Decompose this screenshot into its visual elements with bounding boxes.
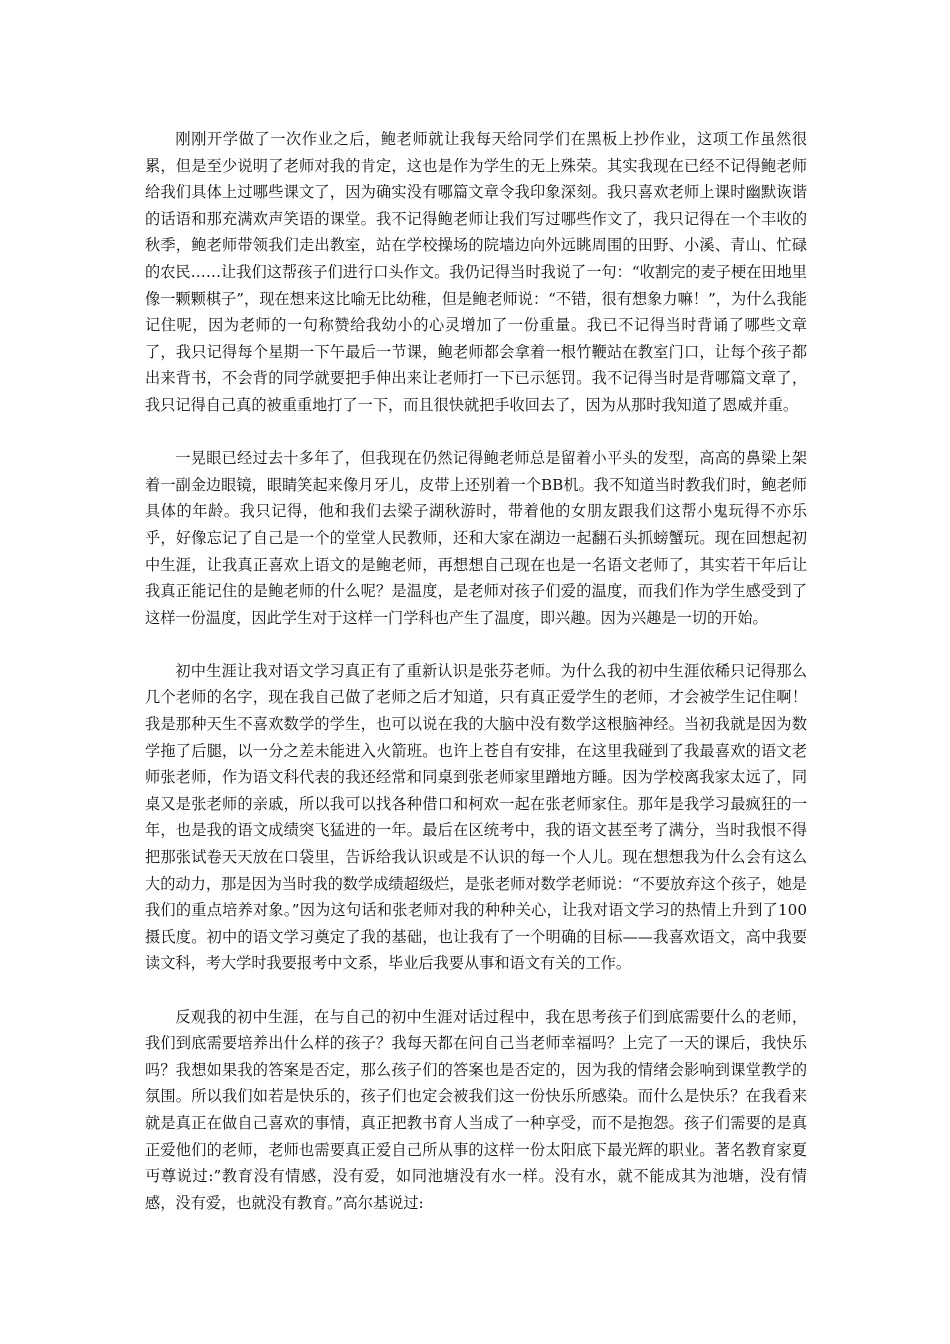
paragraph-teacher-bao-memories: 一晃眼已经过去十多年了，但我现在仍然记得鲍老师总是留着小平头的发型，高高的鼻梁上架着一副金边眼镜，眼睛笑起来像月牙儿，皮带上还别着一个BB机。我不知道当时教我们时，鲍老师具体的年龄。我只记得，他和我们去梁子湖秋游时，带着他的女朋友跟我们这帮小鬼玩得不亦乐乎，好像忘记了自己是一个的堂堂人民教师，还和大家在湖边一起翻石头抓螃蟹玩。现在回想起初中生涯，让我真正喜欢上语文的是鲍老师，再想想自己现在也是一名语文老师了，其实若干年后让我真正能记住的是鲍老师的什么呢？是温度，是老师对孩子们爱的温度，而我们作为学生感受到了这样一份温度，因此学生对于这样一门学科也产生了温度，即兴趣。因为兴趣是一切的开始。 — [145, 449, 807, 627]
paragraph-teacher-zhang: 初中生涯让我对语文学习真正有了重新认识是张芬老师。为什么我的初中生涯依稀只记得那么几个老师的名字，现在我自己做了老师之后才知道，只有真正爱学生的老师，才会被学生记住啊！我是那种天生不喜欢数学的学生，也可以说在我的大脑中没有数学这根脑神经。当初我就是因为数学拖了后腿，以一分之差未能进入火箭班。也许上苍自有安排，在这里我碰到了我最喜欢的语文老师张老师，作为语文科代表的我还经常和同桌到张老师家里蹭地方睡。因为学校离我家太远了，同桌又是张老师的亲戚，所以我可以找各种借口和柯欢一起在张老师家住。那年是我学习最疯狂的一年，也是我的语文成绩突飞猛进的一年。最后在区统考中，我的语文甚至考了满分，当时我恨不得把那张试卷天天放在口袋里，告诉给我认识或是不认识的每一个人儿。现在想想我为什么会有这么大的动力，那是因为当时我的数学成绩超级烂，是张老师对数学老师说：“不要放弃这个孩子，她是我们的重点培养对象。”因为这句话和张老师对我的种种关心，让我对语文学习的热情上升到了100摄氏度。初中的语文学习奠定了我的基础，也让我有了一个明确的目标——我喜欢语文，高中我要读文科，考大学时我要报考中文系，毕业后我要从事和语文有关的工作。 — [145, 661, 807, 973]
paragraph-teacher-bao-classes: 刚刚开学做了一次作业之后，鲍老师就让我每天给同学们在黑板上抄作业，这项工作虽然很累，但是至少说明了老师对我的肯定，这也是作为学生的无上殊荣。其实我现在已经不记得鲍老师给我们具体上过哪些课文了，因为确实没有哪篇文章令我印象深刻。我只喜欢老师上课时幽默诙谐的话语和那充满欢声笑语的课堂。我不记得鲍老师让我们写过哪些作文了，我只记得在一个丰收的秋季，鲍老师带领我们走出教室，站在学校操场的院墙边向外远眺周围的田野、小溪、青山、忙碌的农民……让我们这帮孩子们进行口头作文。我仍记得当时我说了一句：“收割完的麦子梗在田地里像一颗颗棋子”，现在想来这比喻无比幼稚，但是鲍老师说：“不错，很有想象力嘛！”，为什么我能记住呢，因为老师的一句称赞给我幼小的心灵增加了一份重量。我已不记得当时背诵了哪些文章了，我只记得每个星期一下午最后一节课，鲍老师都会拿着一根竹鞭站在教室门口，让每个孩子都出来背书，不会背的同学就要把手伸出来让老师打一下已示惩罚。我不记得当时是背哪篇文章了，我只记得自己真的被重重地打了一下，而且很快就把手收回去了，因为从那时我知道了恩威并重。 — [145, 130, 807, 414]
document-body — [145, 126, 807, 1216]
paragraph-reflection: 反观我的初中生涯，在与自己的初中生涯对话过程中，我在思考孩子们到底需要什么的老师，我们到底需要培养出什么样的孩子？我每天都在问自己当老师幸福吗？上完了一天的课后，我快乐吗？我想如果我的答案是否定，那么孩子们的答案也是否定的，因为我的情绪会影响到课堂教学的氛围。所以我们如若是快乐的，孩子们也定会被我们这一份快乐所感染。而什么是快乐？在我看来就是真正在做自己喜欢的事情，真正把教书育人当成了一种享受，而不是抱怨。孩子们需要的是真正爱他们的老师，老师也需要真正爱自己所从事的这样一份太阳底下最光辉的职业。著名教育家夏丏尊说过:”教育没有情感，没有爱，如同池塘没有水一样。没有水，就不能成其为池塘，没有情感，没有爱，也就没有教育。”高尔基说过: — [145, 1007, 807, 1212]
